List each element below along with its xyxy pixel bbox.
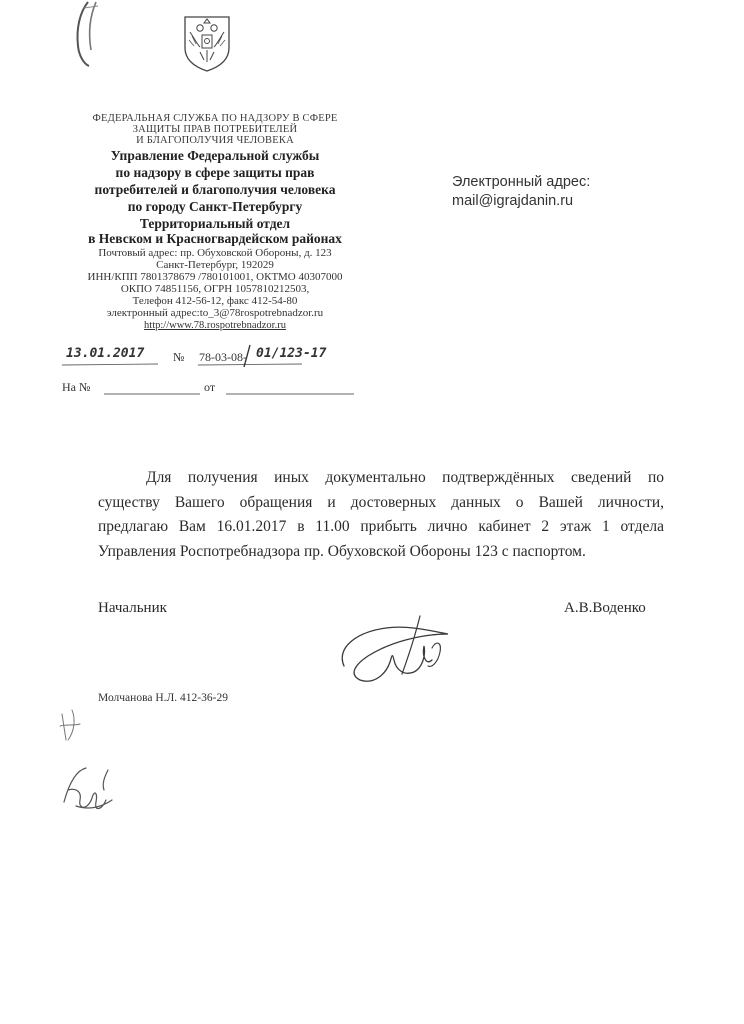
letter-body	[98, 466, 664, 564]
contact-city: Санкт-Петербург, 192029	[156, 259, 274, 271]
contact-email: электронный адрес:to_3@78rospotrebnadzor.ru	[106, 307, 324, 319]
registration-date: 13.01.2017	[66, 346, 145, 361]
coat-of-arms-icon	[182, 14, 232, 72]
office-line-3: потребителей и благополучия человека	[94, 182, 336, 197]
recipient-email-label: Электронный адрес:	[452, 174, 591, 190]
recipient-block	[452, 173, 590, 211]
margin-handwritten-mark	[52, 706, 92, 746]
reply-to-label: На №	[62, 380, 91, 394]
contact-phone: Телефон 412-56-12, факс 412-54-80	[132, 295, 298, 307]
reply-from-label: от	[204, 380, 216, 394]
reply-to-number-blank	[104, 382, 204, 396]
office-line-4: по городу Санкт-Петербургу	[127, 199, 303, 214]
contact-okpo: ОКПО 74851156, ОГРН 1057810212503,	[120, 283, 310, 295]
contact-inn: ИНН/КПП 7801378679 /780101001, ОКТМО 40307000	[87, 271, 343, 283]
body-line-3: предлагаю Вам 16.01.2017 в 11.00 прибыть лично кабинет 2 этаж 1 отдела	[98, 518, 664, 535]
body-line-4: Управления Роспотребнадзора пр. Обуховской Обороны 123 с паспортом.	[98, 542, 586, 560]
office-line-6: в Невском и Красногвардейском районах	[88, 231, 342, 246]
agency-line-3: И БЛАГОПОЛУЧИЯ ЧЕЛОВЕКА	[136, 135, 294, 146]
signature-name: А.В.Воденко	[564, 600, 646, 616]
recipient-email: mail@igrajdanin.ru	[452, 193, 574, 209]
handwritten-signature	[330, 608, 470, 688]
agency-line-1: ФЕДЕРАЛЬНАЯ СЛУЖБА ПО НАДЗОРУ В СФЕРЕ	[92, 113, 338, 124]
office-line-5: Территориальный отдел	[139, 216, 291, 231]
margin-initials-signature	[58, 760, 118, 820]
office-line-1: Управление Федеральной службы	[110, 148, 320, 163]
signature-title: Начальник	[98, 600, 167, 616]
paper-clip-mark	[58, 0, 118, 70]
body-line-1: Для получения иных документально подтверждённых сведений по	[146, 469, 664, 486]
website-link[interactable]: http://www.78.rospotrebnadzor.ru	[144, 320, 286, 331]
registration-number-sign: №	[173, 350, 185, 364]
body-line-2: существу Вашего обращения и достоверных данных о Вашей личности,	[98, 493, 664, 511]
executor-contact: Молчанова Н.Л. 412-36-29	[98, 692, 228, 704]
office-line-2: по надзору в сфере защиты прав	[115, 165, 315, 180]
agency-line-2: ЗАЩИТЫ ПРАВ ПОТРЕБИТЕЛЕЙ	[132, 124, 298, 135]
registration-number-handwritten: 01/123-17	[256, 346, 327, 361]
reply-from-date-blank	[226, 382, 358, 396]
registration-number-printed: 78-03-08-	[199, 350, 247, 364]
contact-postal-address: Почтовый адрес: пр. Обуховской Обороны, д. 123	[98, 247, 332, 259]
